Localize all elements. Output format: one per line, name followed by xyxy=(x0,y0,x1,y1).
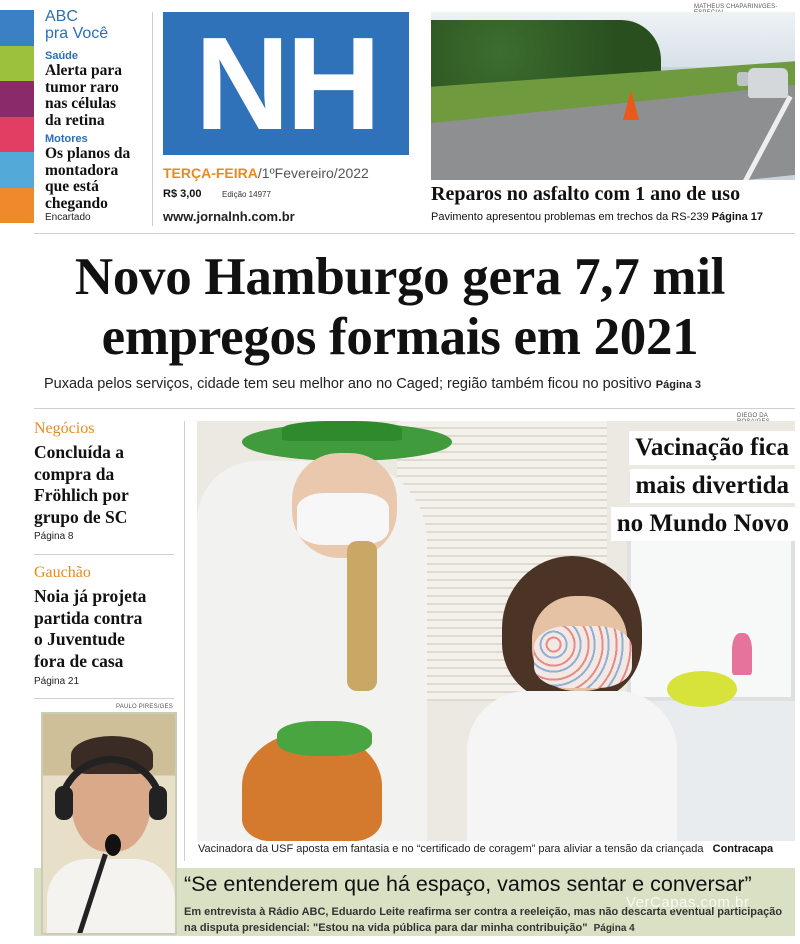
divider xyxy=(184,421,185,861)
divider xyxy=(34,698,174,699)
gaucho-story-title[interactable]: Noia já projeta partida contra o Juventude fora de casa xyxy=(34,586,147,671)
motores-teaser-title[interactable]: Os planos da montadora que está chegando xyxy=(45,145,131,212)
negocios-kicker: Negócios xyxy=(34,420,95,437)
main-subtitle: Puxada pelos serviços, cidade tem seu melhor ano no Caged; região também ficou no positivo Página 3 xyxy=(44,376,702,392)
car xyxy=(748,68,788,98)
interview-page: Página 4 xyxy=(593,923,635,934)
watermark: VerCapas.com.br xyxy=(626,894,750,911)
negocios-story-title[interactable]: Concluída a compra da Fröhlich por grupo de SC xyxy=(34,442,129,527)
traffic-cone xyxy=(623,90,639,120)
portrait-photo-credit: PAULO PIRES/GES xyxy=(116,704,173,710)
road-story-headline[interactable]: Reparos no asfalto com 1 ano de uso xyxy=(431,183,741,205)
interview-subtitle: Em entrevista à Rádio ABC, Eduardo Leite reafirma ser contra a reeleição, mas não descarta eventual participação na disputa presidencial: "Estou na vida pública para dar minha contribuição" Página 4 xyxy=(184,906,783,934)
color-block-blue xyxy=(0,10,34,46)
vaccine-caption: Vacinadora da USF aposta em fantasia e no “certificado de coragem” para aliviar a tensão da criançada Contracapa xyxy=(198,843,774,855)
saude-section-label: Saúde xyxy=(45,50,79,62)
toy-octopus xyxy=(667,671,737,707)
color-block-pink xyxy=(0,117,34,153)
main-story-page: Página 3 xyxy=(655,379,702,391)
gaucho-kicker: Gauchão xyxy=(34,564,91,581)
road-repair-photo[interactable] xyxy=(431,12,795,180)
color-block-purple xyxy=(0,81,34,117)
vaccine-headline[interactable]: Vacinação fica mais divertida no Mundo Novo xyxy=(583,431,795,545)
divider xyxy=(34,233,795,234)
road-story-subtitle: Pavimento apresentou problemas em trechos da RS-239 Página 17 xyxy=(431,211,764,223)
main-headline[interactable]: Novo Hamburgo gera 7,7 mil empregos formais em 2021 xyxy=(74,248,726,366)
doll xyxy=(732,633,752,675)
price: R$ 3,00 xyxy=(163,188,202,200)
road-photo-credit: MATHEUS CHAPARINI/GES- xyxy=(694,4,778,10)
motores-section-label: Motores xyxy=(45,133,88,145)
section-color-strip xyxy=(0,10,34,223)
road-story-page: Página 17 xyxy=(711,211,764,223)
vaccine-photo-credit: DIEGO DA xyxy=(737,413,768,419)
saude-teaser-title[interactable]: Alerta para tumor raro nas células da retina xyxy=(45,62,123,129)
microphone-icon xyxy=(105,834,121,856)
website-link[interactable]: www.jornalnh.com.br xyxy=(163,209,295,224)
color-block-orange xyxy=(0,188,34,224)
encartado-label: Encartado xyxy=(45,212,91,223)
divider xyxy=(34,408,795,409)
negocios-page: Página 8 xyxy=(34,531,74,542)
abc-pra-voce-label[interactable]: ABC pra Você xyxy=(45,8,109,42)
color-block-lightblue xyxy=(0,152,34,188)
floral-mask xyxy=(534,626,632,688)
color-block-green xyxy=(0,46,34,82)
divider xyxy=(34,554,174,555)
gaucho-page: Página 21 xyxy=(34,676,80,687)
eduardo-leite-photo[interactable] xyxy=(41,712,177,935)
girl xyxy=(467,691,677,841)
edition-date: TERÇA-FEIRA/1ºFevereiro/2022 xyxy=(163,165,369,181)
nh-logo[interactable]: NH xyxy=(163,12,409,155)
edition-number: Edição 14977 xyxy=(222,190,271,199)
interview-quote[interactable]: “Se entenderem que há espaço, vamos sentar e conversar” xyxy=(184,872,752,896)
divider xyxy=(152,12,153,226)
